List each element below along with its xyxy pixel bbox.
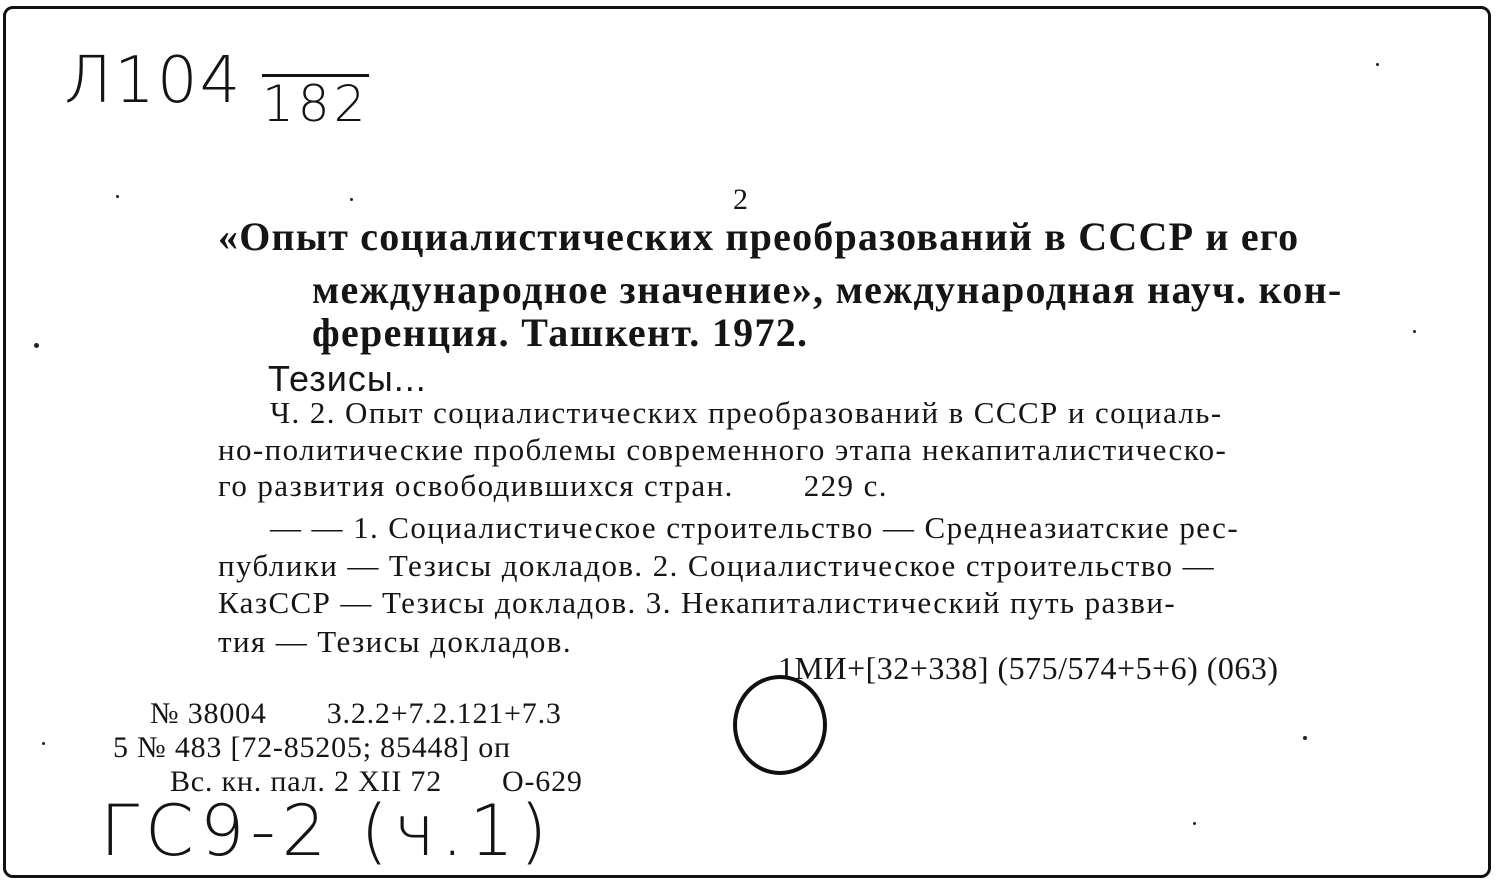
speck	[1303, 736, 1307, 740]
speck	[350, 198, 353, 201]
handwritten-fraction: 182	[262, 75, 370, 133]
speck	[34, 343, 39, 348]
page-count: 229 с.	[803, 468, 888, 503]
speck	[1376, 63, 1379, 66]
stamp-circle	[733, 675, 827, 775]
speck	[1413, 330, 1416, 333]
page-number: 2	[733, 183, 748, 216]
speck	[42, 742, 45, 745]
record-index: 3.2.2+7.2.121+7.3	[326, 697, 562, 730]
subtitle: Тезисы...	[268, 358, 427, 399]
part-line-3-text: го развития освободившихся стран.	[218, 468, 734, 503]
subject-line-1: — — 1. Социалистическое строительство — Среднеазиатские рес-	[270, 510, 1240, 545]
subject-line-4: тия — Тезисы докладов.	[218, 624, 572, 659]
record-number: № 38004	[150, 697, 267, 730]
speck	[1193, 822, 1196, 825]
order-line: 5 № 483 [72-85205; 85448] оп	[113, 731, 511, 764]
subject-line-3: КазССР — Тезисы докладов. 3. Некапиталистический путь разви-	[218, 585, 1177, 620]
part-line-2: но-политические проблемы современного этапа некапиталистическо-	[218, 432, 1228, 467]
part-line-3	[218, 468, 888, 504]
chamber-date: Вс. кн. пал. 2 XII 72	[170, 765, 443, 798]
handwritten-shelfmark: ГС9-2 (ч.1)	[100, 790, 554, 872]
title-line-1: «Опыт социалистических преобразований в СССР и его	[218, 214, 1300, 259]
title-line-3: ференция. Ташкент. 1972.	[312, 310, 809, 355]
part-line-1: Ч. 2. Опыт социалистических преобразований в СССР и социаль-	[270, 395, 1223, 430]
subject-line-2: публики — Тезисы докладов. 2. Социалистическое строительство —	[218, 548, 1216, 583]
speck	[116, 195, 119, 198]
handwritten-code: Л104	[64, 44, 243, 118]
classification-index: 1МИ+[32+338] (575/574+5+6) (063)	[778, 650, 1279, 686]
title-line-2: международное значение», международная науч. кон-	[312, 267, 1343, 312]
chamber-code: О-629	[502, 765, 583, 798]
record-line	[150, 697, 562, 731]
